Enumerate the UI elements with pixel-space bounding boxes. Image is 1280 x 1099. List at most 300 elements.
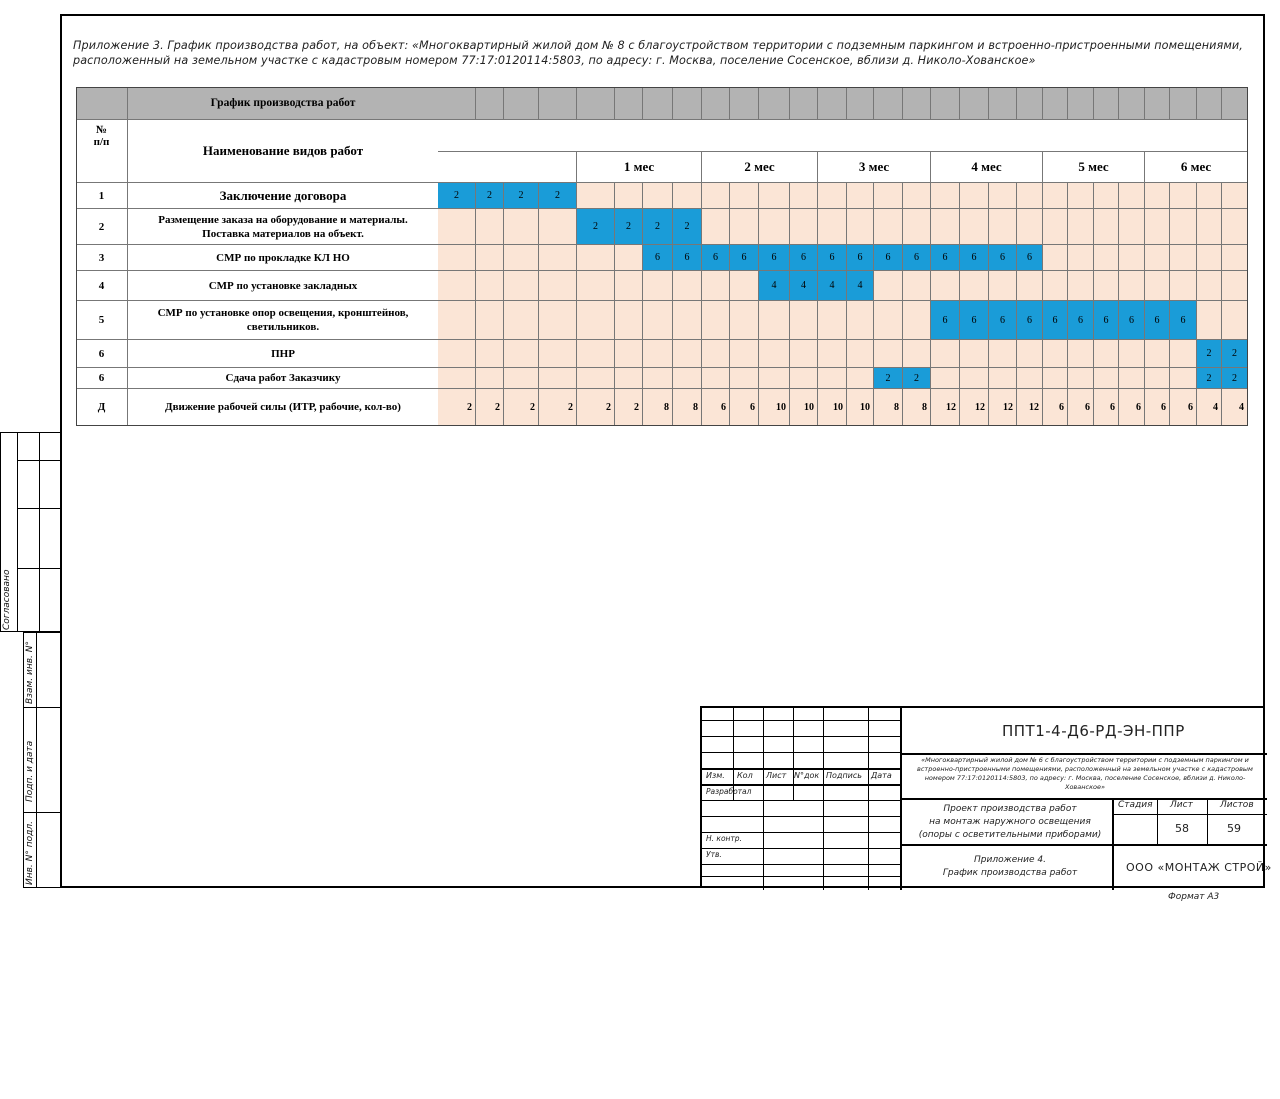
schedule-cell: 6 [1094,389,1119,426]
schedule-cell [1017,183,1043,209]
schedule-bar-cell: 6 [903,245,931,271]
schedule-cell [759,340,790,368]
schedule-bar-cell: 6 [847,245,874,271]
schedule-cell [1119,245,1145,271]
header-grid-cell [1170,87,1197,120]
schedule-cell [673,301,702,340]
schedule-cell [730,183,759,209]
schedule-cell [476,271,504,301]
schedule-cell [1145,271,1170,301]
schedule-cell [903,183,931,209]
schedule-bar-cell: 6 [702,245,730,271]
schedule-cell [539,368,577,389]
schedule-cell: 10 [790,389,818,426]
row-number: 5 [76,301,128,340]
month-label: 4 мес [931,152,1043,183]
month-blank [438,152,577,183]
schedule-bar-cell: 6 [1145,301,1170,340]
schedule-cell [1145,209,1170,245]
header-grid-cell [847,87,874,120]
schedule-cell [989,271,1017,301]
sheet-header [73,38,1253,68]
header-grid-cell [476,87,504,120]
schedule-bar-cell: 6 [790,245,818,271]
schedule-cell [989,368,1017,389]
schedule-cell [702,271,730,301]
schedule-cell [818,340,847,368]
schedule-bar-cell: 6 [1043,301,1068,340]
schedule-bar-cell: 6 [818,245,847,271]
schedule-cell: 6 [1068,389,1094,426]
header-grid-cell [1017,87,1043,120]
document-code: ППТ1-4-Д6-РД-ЭН-ППР [1002,722,1185,740]
schedule-cell [643,271,673,301]
schedule-cell [1170,271,1197,301]
format-label: Формат А3 [1168,892,1220,902]
schedule-cell [903,209,931,245]
schedule-bar-cell: 6 [643,245,673,271]
row-number: 6 [76,368,128,389]
label-list: Лист [1170,800,1193,810]
schedule-cell [790,340,818,368]
header-grid-cell [960,87,989,120]
schedule-cell [615,368,643,389]
schedule-cell [1119,271,1145,301]
row-utv: Утв. [706,850,722,859]
schedule-cell [989,209,1017,245]
schedule-bar-cell: 2 [438,183,476,209]
schedule-cell [1043,340,1068,368]
sheet-number: 58 [1175,822,1189,835]
header-title: График производства работ [128,87,439,120]
row-number: 2 [76,209,128,245]
title-block [700,706,1272,888]
header-grid-cell [539,87,577,120]
schedule-cell [504,340,539,368]
schedule-cell [847,301,874,340]
label-listov: Листов [1220,800,1254,810]
schedule-cell [1094,368,1119,389]
schedule-cell [1170,245,1197,271]
schedule-cell [847,183,874,209]
header-line-2: расположенный на земельном участке с кадастровым номером 77:17:0120114:5803, по адресу: г. Москва, поселение Сосенское, вблизи д. Николо-Хованское» [73,54,1036,67]
header-grid-cell [1094,87,1119,120]
schedule-cell [1170,368,1197,389]
schedule-bar-cell: 2 [539,183,577,209]
schedule-cell [476,301,504,340]
schedule-cell [702,209,730,245]
header-grid-cell [577,87,615,120]
schedule-cell [438,209,476,245]
schedule-cell [1043,245,1068,271]
schedule-bar-cell: 6 [1017,301,1043,340]
schedule-cell [1068,183,1094,209]
schedule-bar-cell: 4 [847,271,874,301]
schedule-cell [539,301,577,340]
schedule-cell [702,340,730,368]
schedule-cell [874,301,903,340]
col-kol: Кол [737,771,753,780]
schedule-cell [1017,368,1043,389]
schedule-bar-cell: 2 [643,209,673,245]
schedule-cell [1068,368,1094,389]
schedule-cell [476,340,504,368]
col-ndok: N°док [794,771,820,780]
schedule-cell [615,271,643,301]
schedule-bar-cell: 4 [818,271,847,301]
schedule-cell [1043,209,1068,245]
schedule-cell [989,183,1017,209]
schedule-cell [476,209,504,245]
schedule-cell [1222,271,1248,301]
schedule-cell [1068,245,1094,271]
header-grid-cell [818,87,847,120]
month-label: 2 мес [702,152,818,183]
schedule-cell [1094,271,1119,301]
schedule-cell [818,183,847,209]
schedule-cell: 12 [1017,389,1043,426]
schedule-cell [476,368,504,389]
schedule-bar-cell: 6 [1094,301,1119,340]
schedule-bar-cell: 2 [1197,340,1222,368]
header-grid-cell [438,87,476,120]
schedule-cell [1145,340,1170,368]
schedule-cell [818,209,847,245]
schedule-cell: 2 [504,389,539,426]
schedule-cell: 8 [874,389,903,426]
schedule-cell: 8 [643,389,673,426]
schedule-cell [504,368,539,389]
schedule-bar-cell: 2 [903,368,931,389]
schedule-cell: 6 [730,389,759,426]
schedule-cell [539,271,577,301]
schedule-cell [615,301,643,340]
header-grid-cell [1068,87,1094,120]
schedule-cell: 10 [759,389,790,426]
row-work-name: Размещение заказа на оборудование и материалы. Поставка материалов на объект. [128,209,439,245]
schedule-cell [1017,209,1043,245]
schedule-bar-cell: 2 [577,209,615,245]
schedule-cell [1222,209,1248,245]
schedule-cell [1197,209,1222,245]
schedule-cell [1119,209,1145,245]
column-header-name: Наименование видов работ [128,120,439,183]
header-grid-cell [615,87,643,120]
schedule-cell [577,183,615,209]
schedule-cell: 2 [539,389,577,426]
schedule-cell [577,271,615,301]
approval-column [17,432,40,632]
header-grid-cell [1197,87,1222,120]
row-work-name: СМР по прокладке КЛ НО [128,245,439,271]
schedule-cell [1043,271,1068,301]
schedule-bar-cell: 2 [1222,368,1248,389]
schedule-cell [577,245,615,271]
schedule-bar-cell: 6 [1017,245,1043,271]
schedule-cell [847,340,874,368]
row-work-name: Движение рабочей силы (ИТР, рабочие, кол-во) [128,389,439,426]
schedule-cell [1068,340,1094,368]
schedule-cell [1043,183,1068,209]
header-grid-cell [1119,87,1145,120]
schedule-cell: 6 [1145,389,1170,426]
schedule-bar-cell: 2 [673,209,702,245]
schedule-bar-cell: 4 [759,271,790,301]
schedule-cell [989,340,1017,368]
schedule-cell: 8 [673,389,702,426]
label-stadiya: Стадия [1118,800,1153,810]
header-grid-cell [730,87,759,120]
schedule-cell [960,368,989,389]
month-label: 3 мес [818,152,931,183]
col-data: Дата [871,771,892,780]
schedule-cell [643,301,673,340]
row-work-name: СМР по установке опор освещения, кронштейнов, светильников. [128,301,439,340]
schedule-cell [615,340,643,368]
schedule-cell [730,301,759,340]
schedule-cell [1197,271,1222,301]
schedule-cell [643,340,673,368]
sheet-total: 59 [1227,822,1241,835]
schedule-cell [730,209,759,245]
schedule-cell [1145,183,1170,209]
schedule-bar-cell: 6 [989,245,1017,271]
schedule-cell [759,301,790,340]
header-grid-cell [504,87,539,120]
month-label: 5 мес [1043,152,1145,183]
schedule-cell: 10 [818,389,847,426]
header-grid-cell [643,87,673,120]
header-grid-cell [1145,87,1170,120]
row-work-name: Заключение договора [128,183,439,209]
schedule-cell [903,340,931,368]
header-grid-cell [673,87,702,120]
schedule-cell [438,340,476,368]
schedule-cell [818,301,847,340]
schedule-cell [874,209,903,245]
schedule-cell [730,368,759,389]
schedule-cell [730,271,759,301]
schedule-bar-cell: 6 [730,245,759,271]
schedule-cell [504,271,539,301]
schedule-bar-cell: 6 [1170,301,1197,340]
schedule-cell: 2 [577,389,615,426]
schedule-cell [643,183,673,209]
schedule-cell [1068,271,1094,301]
header-grid-cell [903,87,931,120]
schedule-cell [903,301,931,340]
project-name: Проект производства работ на монтаж наружного освещения (опоры с осветительными приборами) [918,804,1102,840]
schedule-cell [539,340,577,368]
row-work-name: Сдача работ Заказчику [128,368,439,389]
company-name: ООО «МОНТАЖ СТРОЙ» [1126,861,1272,874]
schedule-bar-cell: 2 [504,183,539,209]
schedule-cell [577,301,615,340]
header-grid-cell [790,87,818,120]
column-header-num: № п/п [76,120,128,183]
schedule-cell [1170,183,1197,209]
header-grid-cell [1043,87,1068,120]
schedule-cell [790,368,818,389]
schedule-cell: 2 [438,389,476,426]
col-podpis: Подпись [826,771,862,780]
schedule-cell [539,245,577,271]
schedule-cell [643,368,673,389]
header-num-cell [76,87,128,120]
schedule-cell [673,340,702,368]
schedule-cell [1119,340,1145,368]
schedule-cell [673,183,702,209]
schedule-bar-cell: 2 [476,183,504,209]
schedule-cell: 2 [476,389,504,426]
schedule-cell [615,183,643,209]
schedule-cell [476,245,504,271]
schedule-bar-cell: 6 [960,245,989,271]
schedule-cell [438,245,476,271]
schedule-cell: 4 [1222,389,1248,426]
schedule-cell [960,209,989,245]
schedule-cell [1043,368,1068,389]
schedule-bar-cell: 2 [1197,368,1222,389]
header-grid-cell [702,87,730,120]
schedule-cell [673,368,702,389]
schedule-cell [847,209,874,245]
schedule-cell: 2 [615,389,643,426]
schedule-cell [1170,209,1197,245]
schedule-cell: 12 [960,389,989,426]
schedule-cell [874,183,903,209]
schedule-cell [504,209,539,245]
header-grid-cell [1222,87,1248,120]
label-inv-podl: Инв. N° подл. [25,821,35,885]
schedule-cell [818,368,847,389]
schedule-cell [1094,183,1119,209]
schedule-cell [1197,245,1222,271]
schedule-cell [931,340,960,368]
row-n-kontr: Н. контр. [706,834,742,843]
row-number: 1 [76,183,128,209]
schedule-cell: 8 [903,389,931,426]
schedule-bar-cell: 2 [874,368,903,389]
schedule-cell: 6 [1119,389,1145,426]
label-soglasovano: Согласовано [2,569,12,630]
appendix-name: Приложение 4. График производства работ [942,855,1078,878]
schedule-cell [759,209,790,245]
schedule-cell [1094,209,1119,245]
schedule-cell: 4 [1197,389,1222,426]
schedule-cell [702,368,730,389]
schedule-bar-cell: 2 [1222,340,1248,368]
row-razrabotal: Разработал [706,787,752,796]
schedule-cell [1068,209,1094,245]
schedule-cell [615,245,643,271]
label-vzam-inv: Взам. инв. N° [25,641,35,704]
schedule-cell [759,183,790,209]
schedule-cell [1094,340,1119,368]
schedule-bar-cell: 6 [989,301,1017,340]
schedule-cell: 6 [1043,389,1068,426]
schedule-cell [1094,245,1119,271]
schedule-bar-cell: 6 [759,245,790,271]
schedule-cell: 6 [702,389,730,426]
schedule-bar-cell: 2 [615,209,643,245]
schedule-bar-cell: 6 [960,301,989,340]
schedule-cell [960,183,989,209]
schedule-cell [1222,245,1248,271]
header-grid-cell [874,87,903,120]
schedule-cell [1119,183,1145,209]
row-number: 3 [76,245,128,271]
schedule-cell [1222,301,1248,340]
schedule-cell [1017,340,1043,368]
schedule-cell [702,183,730,209]
schedule-cell [931,271,960,301]
schedule-cell [874,340,903,368]
schedule-cell: 12 [989,389,1017,426]
label-podp-data: Подп. и дата [25,740,35,802]
schedule-cell: 12 [931,389,960,426]
schedule-cell [759,368,790,389]
schedule-bar-cell: 6 [1068,301,1094,340]
approval-strip [0,432,62,888]
row-work-name: СМР по установке закладных [128,271,439,301]
header-grid-cell [759,87,790,120]
schedule-cell [438,368,476,389]
schedule-cell [504,245,539,271]
schedule-bar-cell: 6 [931,245,960,271]
schedule-cell [1017,271,1043,301]
schedule-cell [847,368,874,389]
schedule-cell [1145,368,1170,389]
schedule-cell [673,271,702,301]
schedule-cell: 6 [1170,389,1197,426]
schedule-cell [1145,245,1170,271]
schedule-cell [730,340,759,368]
schedule-cell [874,271,903,301]
schedule-cell [1170,340,1197,368]
row-number: Д [76,389,128,426]
schedule-cell: 10 [847,389,874,426]
schedule-cell [1197,301,1222,340]
schedule-cell [931,183,960,209]
schedule-cell [539,209,577,245]
row-number: 6 [76,340,128,368]
header-line-1: Приложение 3. График производства работ, на объект: «Многоквартирный жилой дом № 8 с благоустройством территории с подземным паркингом и встроенно-пристроенными помещениями, [73,39,1243,52]
schedule-cell [702,301,730,340]
schedule-cell [504,301,539,340]
schedule-cell [438,301,476,340]
schedule-cell [931,368,960,389]
schedule-cell [790,183,818,209]
timeline-blank [438,120,1248,152]
schedule-cell [903,271,931,301]
row-number: 4 [76,271,128,301]
schedule-cell [790,301,818,340]
schedule-cell [577,368,615,389]
schedule-cell [931,209,960,245]
schedule-cell [960,340,989,368]
header-grid-cell [931,87,960,120]
col-list: Лист [766,771,787,780]
schedule-bar-cell: 6 [673,245,702,271]
header-grid-cell [989,87,1017,120]
month-label: 6 мес [1145,152,1248,183]
schedule-cell [1197,183,1222,209]
schedule-bar-cell: 4 [790,271,818,301]
schedule-bar-cell: 6 [931,301,960,340]
row-work-name: ПНР [128,340,439,368]
schedule-bar-cell: 6 [1119,301,1145,340]
